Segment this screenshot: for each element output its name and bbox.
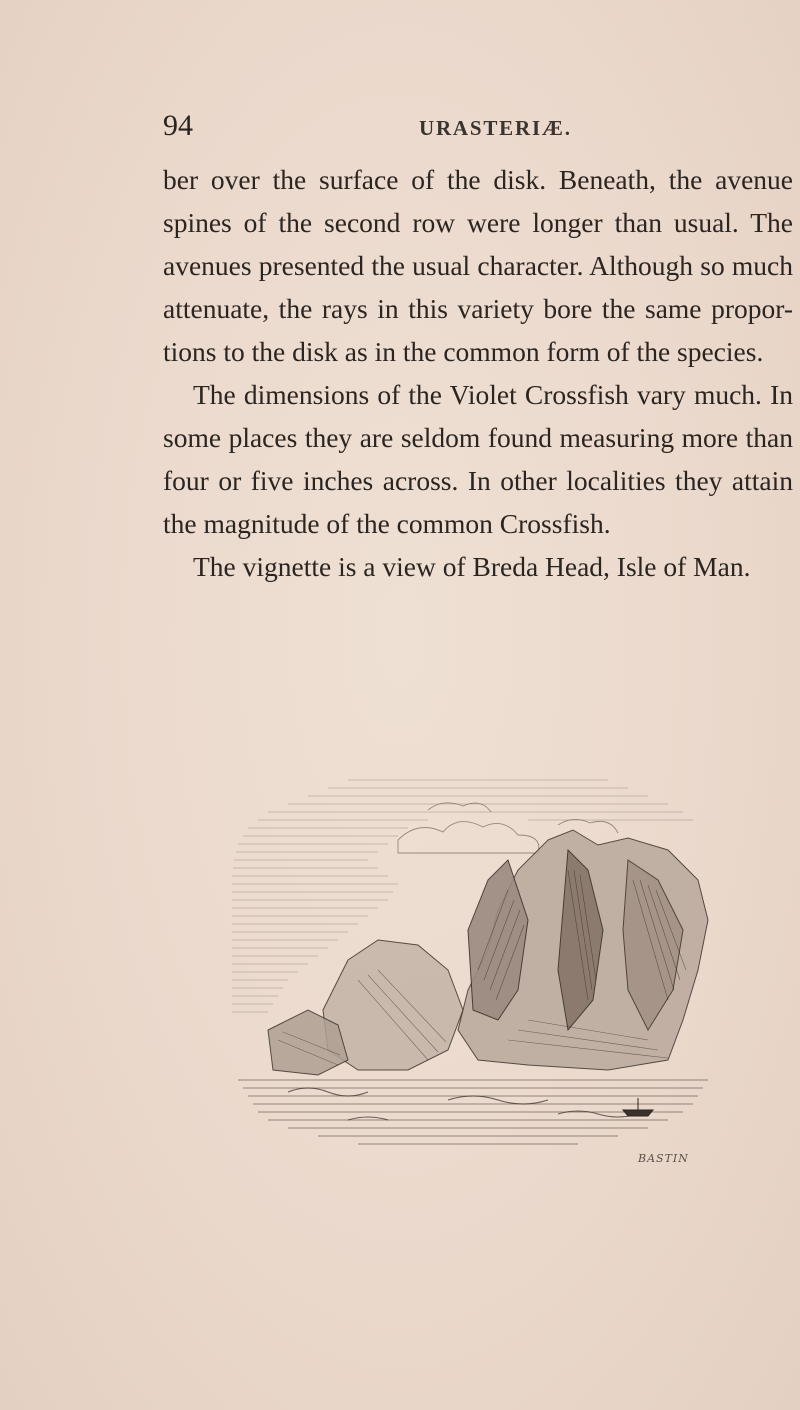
text-line: spines of the second row were longer than usual. The	[163, 207, 793, 238]
paragraph-1	[163, 158, 793, 373]
text-line: The dimensions of the Violet Crossfish vary much. In	[193, 379, 793, 410]
text-line: some places they are seldom found measuring more than	[163, 422, 793, 453]
running-head: URASTERIÆ.	[419, 116, 572, 140]
text-line: the magnitude of the common Crossfish.	[163, 508, 611, 539]
text-line: four or five inches across. In other localities they attain	[163, 465, 793, 496]
text-line: avenues presented the usual character. Although so much	[163, 250, 793, 281]
text-line: ber over the surface of the disk. Beneath, the avenue	[163, 164, 793, 195]
boat-icon	[623, 1098, 653, 1116]
page-number: 94	[163, 109, 193, 142]
body-text	[163, 158, 793, 588]
engraver-signature: BASTIN	[638, 1152, 689, 1165]
paragraph-2	[163, 373, 793, 545]
text-line: The vignette is a view of Breda Head, Isle of Man.	[193, 551, 751, 582]
text-line: attenuate, the rays in this variety bore the same propor-	[163, 293, 793, 324]
text-line: tions to the disk as in the common form of the species.	[163, 336, 764, 367]
page-header	[163, 106, 793, 146]
vignette-engraving	[228, 770, 718, 1170]
paragraph-3	[163, 545, 793, 588]
left-rocks	[268, 940, 463, 1075]
